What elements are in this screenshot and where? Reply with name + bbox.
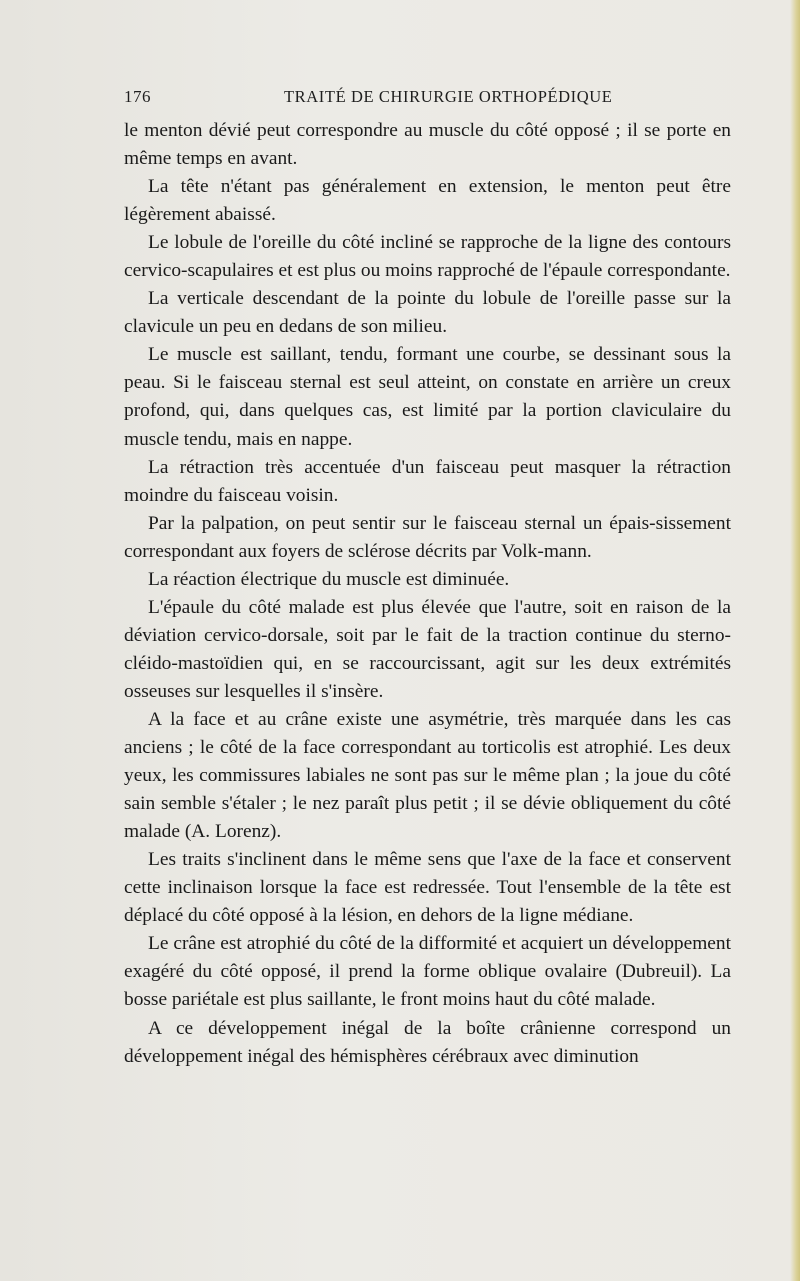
paragraph: Le lobule de l'oreille du côté incliné se rapproche de la ligne des contours cervico-scapulaires et est plus ou moins rapproché de l'épaule correspondante. [124, 232, 731, 282]
page-edge [790, 0, 800, 1281]
paragraph: La verticale descendant de la pointe du lobule de l'oreille passe sur la clavicule un peu en dedans de son milieu. [124, 288, 731, 338]
paragraph: La rétraction très accentuée d'un faisceau peut masquer la rétraction moindre du faisceau voisin. [124, 456, 731, 506]
paragraph: Le crâne est atrophié du côté de la difformité et acquiert un développement exagéré du côté opposé, il prend la forme oblique ovalaire (Dubreuil). La bosse pariétale est plus saillante, le front moins haut du côté malade. [124, 933, 731, 1011]
running-title: TRAITÉ DE CHIRURGIE ORTHOPÉDIQUE [284, 87, 613, 106]
page-number: 176 [124, 87, 151, 106]
paragraph: A ce développement inégal de la boîte crânienne correspond un développement inégal des hémisphères cérébraux avec diminution [124, 1017, 731, 1067]
paragraph: le menton dévié peut correspondre au muscle du côté opposé ; il se porte en même temps en avant. [124, 120, 731, 170]
paragraph: La réaction électrique du muscle est diminuée. [148, 568, 510, 590]
body-text [124, 117, 731, 1071]
paragraph: A la face et au crâne existe une asymétrie, très marquée dans les cas anciens ; le côté de la face correspondant au torticolis est atrophié. Les deux yeux, les commissures labiales ne sont pas sur le même plan ; la joue du côté sain semble s'étaler ; le nez paraît plus petit ; il se dévie obliquement du côté malade (A. Lorenz). [124, 708, 731, 843]
paragraph: La tête n'étant pas généralement en extension, le menton peut être légèrement abaissé. [124, 176, 731, 226]
paragraph: Le muscle est saillant, tendu, formant une courbe, se dessinant sous la peau. Si le faisceau sternal est seul atteint, on constate en arrière un creux profond, qui, dans quelques cas, est limité par la portion claviculaire du muscle tendu, mais en nappe. [124, 344, 731, 450]
paragraph: Par la palpation, on peut sentir sur le faisceau sternal un épais-sissement correspondant aux foyers de sclérose décrits par Volk-mann. [124, 512, 731, 562]
paragraph: L'épaule du côté malade est plus élevée que l'autre, soit en raison de la déviation cervico-dorsale, soit par le fait de la traction continue du sterno-cléido-mastoïdien qui, en se raccourcissant, agit sur les deux extrémités osseuses sur lesquelles il s'insère. [124, 596, 731, 702]
page-header [124, 87, 731, 111]
paragraph: Les traits s'inclinent dans le même sens que l'axe de la face et conservent cette inclinaison lorsque la face est redressée. Tout l'ensemble de la tête est déplacé du côté opposé à la lésion, en dehors de la ligne médiane. [124, 849, 731, 927]
